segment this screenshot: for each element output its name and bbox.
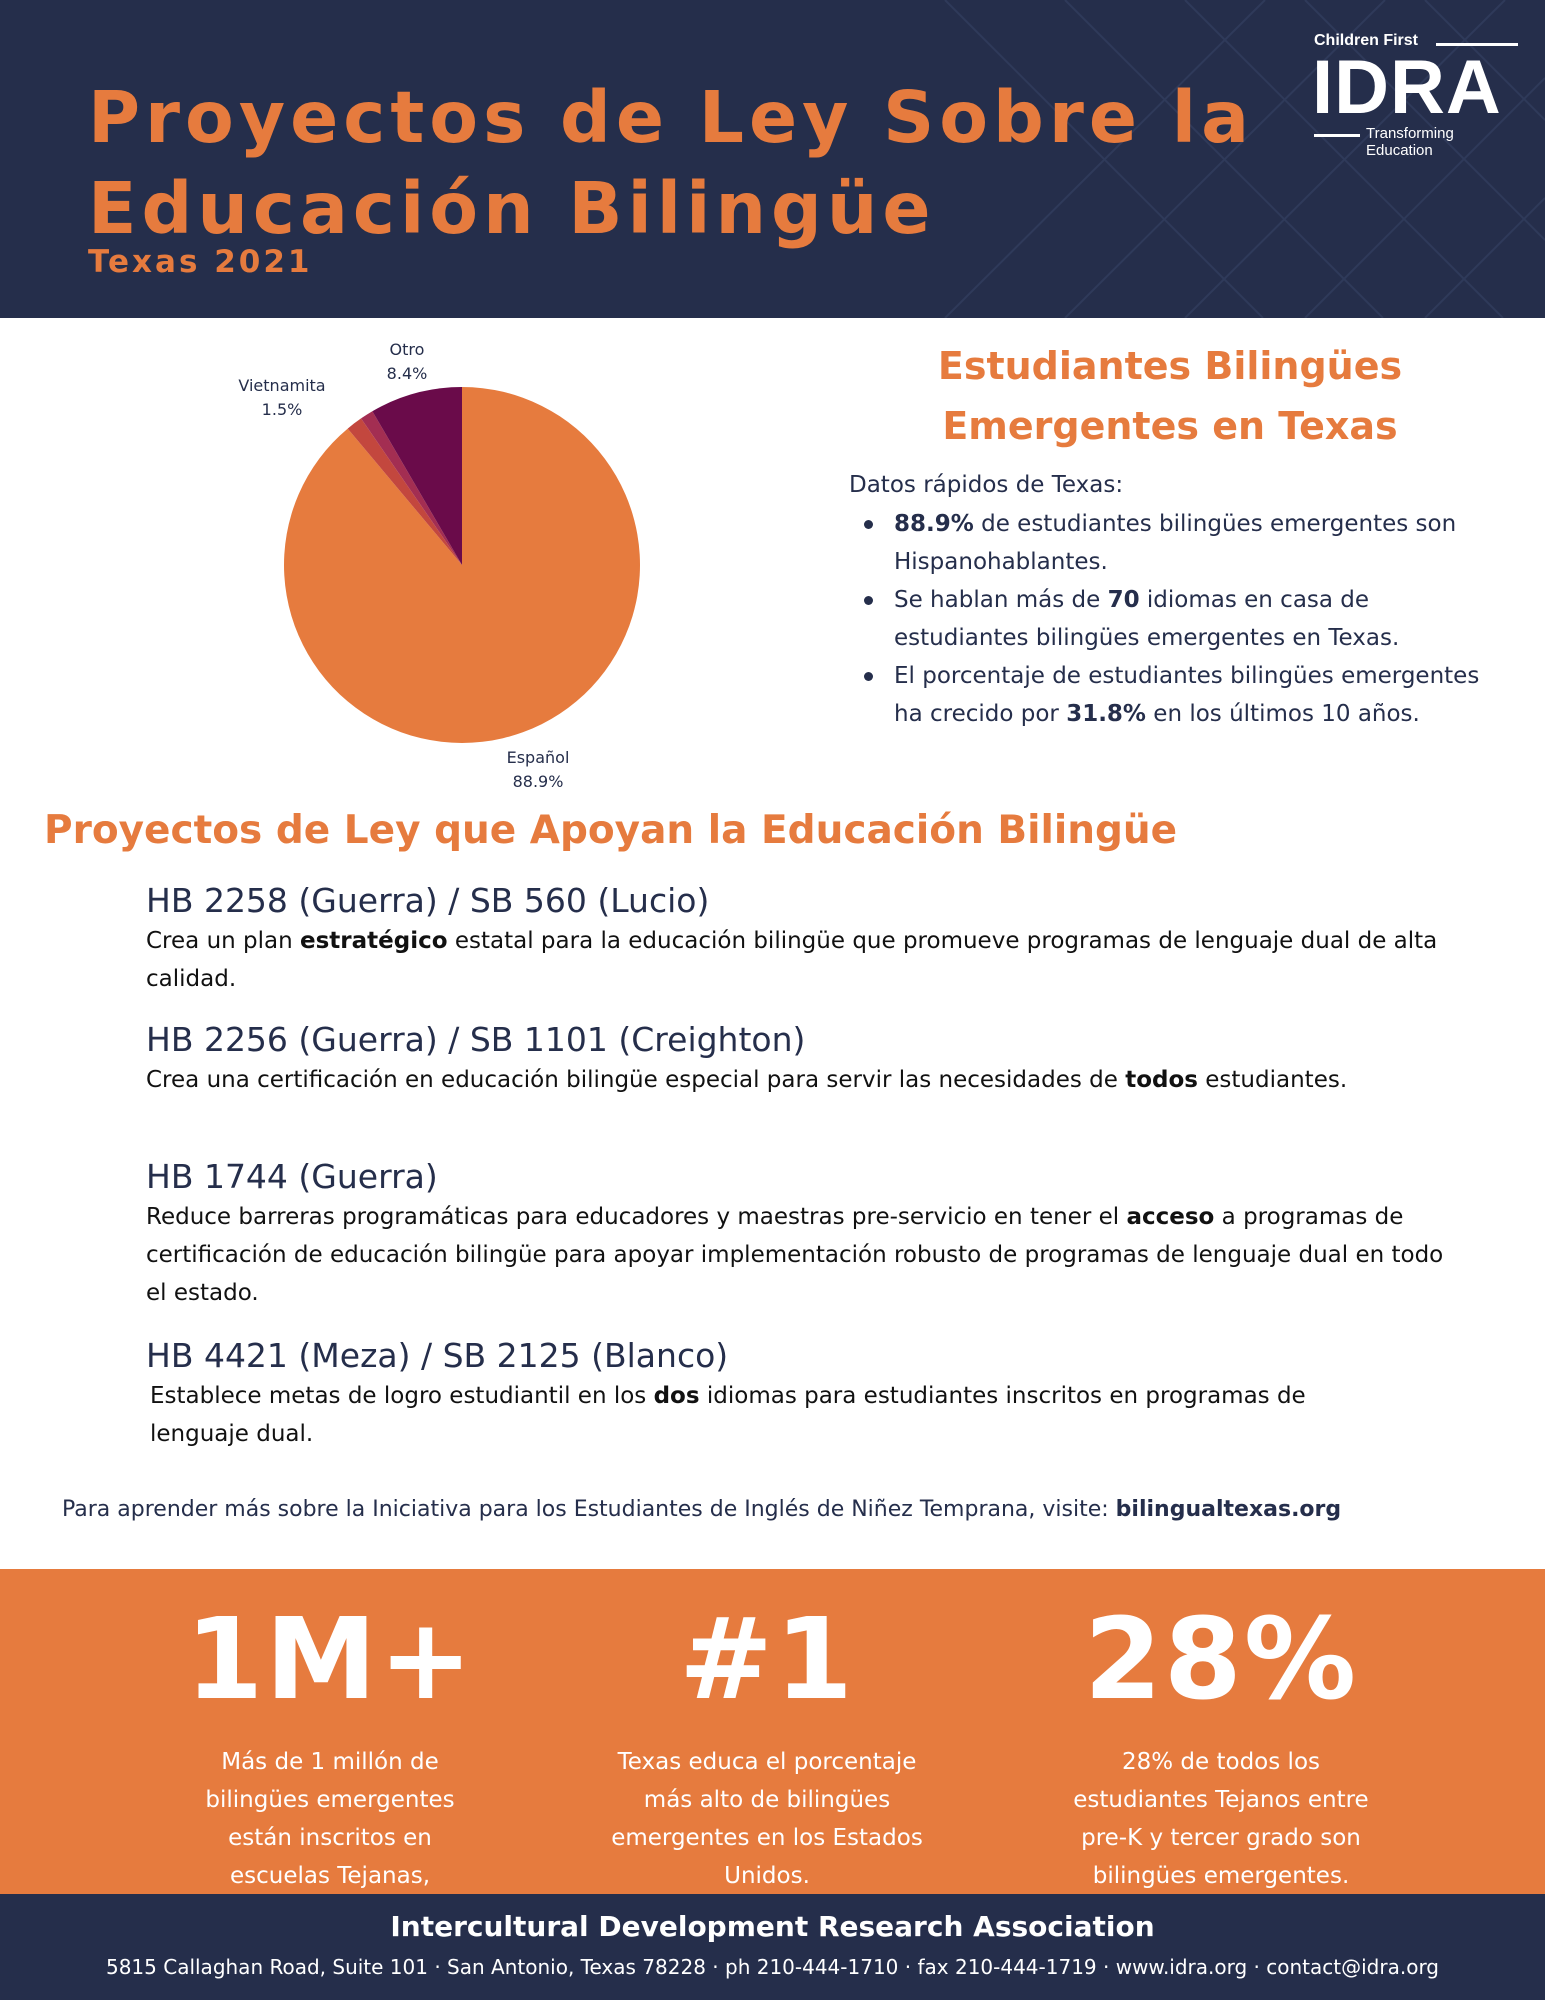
highlight-stat [1021,1569,1421,1895]
bill-desc-post: estatal para la educación bilingüe que promueve programas de lenguaje dual de alta calidad. [146,928,1438,992]
bill-desc-bold: acceso [1126,1204,1215,1230]
stats-bullet-pre: Se hablan más de [894,587,1108,613]
more-info-text: Para aprender más sobre la Iniciativa para los Estudiantes de Inglés de Niñez Temprana, visite: [62,1497,1116,1522]
bill-desc-bold: dos [653,1383,700,1409]
stats-bullet-bold: 88.9% [894,511,974,537]
highlight-stat [567,1569,967,1895]
bill-description [146,1061,1446,1099]
stats-bullet [860,505,1500,581]
bill-item [146,1019,1446,1099]
highlight-text: Más de 1 millón de bilingües emergentes están inscritos en escuelas Tejanas, [205,1749,455,1889]
page-title-line-1: Proyectos de Ley Sobre la [88,76,1255,159]
bill-title: HB 2256 (Guerra) / SB 1101 (Creighton) [146,1020,806,1059]
stats-title-line-2: Emergentes en Texas [942,404,1398,448]
stats-bullet-text: en los últimos 10 años. [1145,701,1420,727]
footer-address: 5815 Callaghan Road, Suite 101 · San Antonio, Texas 78228 · ph 210-444-1710 · fax 210-444-1719 · www.idra.org · contact@idra.org [105,1955,1440,1979]
bills-heading: Proyectos de Ley que Apoyan la Educación Bilingüe [44,808,1178,853]
bullet-dot-icon [864,596,873,605]
logo-rule-bottom [1314,134,1360,137]
bill-desc-pre: Crea una certificación en educación bilingüe especial para servir las necesidades de [146,1067,1126,1093]
bill-desc-post: estudiantes. [1197,1067,1348,1093]
bill-item [146,1156,1446,1312]
highlight-number: #1 [679,1595,855,1725]
pie-label-vietnamita [222,374,342,422]
footer-org-name: Intercultural Development Research Association [390,1910,1155,1943]
bill-desc-post: a programas de certificación de educación bilingüe para apoyar implementación robusto de programas de lenguaje dual en todo el estado. [146,1204,1444,1306]
bill-title: HB 4421 (Meza) / SB 2125 (Blanco) [146,1336,729,1375]
pie-label-espanol-name: Español [506,748,570,767]
stats-title-line-1: Estudiantes Bilingües [937,344,1403,388]
pie-label-otro-name: Otro [389,340,425,359]
pie-label-vietnamita-value: 1.5% [261,400,303,419]
highlight-number: 28% [1083,1595,1359,1725]
pie-chart-svg [0,318,800,798]
pie-label-otro-value: 8.4% [386,364,428,383]
bill-desc-bold: estratégico [300,928,448,954]
pie-label-vietnamita-name: Vietnamita [238,376,326,395]
stats-bullet-text: idiomas en casa de estudiantes bilingües emergentes en Texas. [894,587,1400,651]
bill-title: HB 2258 (Guerra) / SB 560 (Lucio) [146,881,710,920]
page-title-line-2: Educación Bilingüe [88,167,936,250]
logo-wordmark: IDRA [1312,45,1502,130]
bill-desc-post: idiomas para estudiantes inscritos en programas de lenguaje dual. [150,1383,1306,1447]
bullet-dot-icon [864,520,873,529]
stats-bullet-pre: El porcentaje de estudiantes bilingües emergentes ha crecido por [894,663,1480,727]
header-banner [0,0,1545,318]
bill-desc-pre: Crea un plan [146,928,301,954]
bill-desc-pre: Reduce barreras programáticas para educadores y maestras pre-servicio en tener el [146,1204,1127,1230]
stats-bullet [860,581,1500,657]
bilingualtexas-link[interactable]: bilingualtexas.org [1115,1497,1342,1522]
bill-desc-bold: todos [1125,1067,1198,1093]
language-pie-chart [0,318,800,798]
logo-tagline-bottom: Transforming Education [1366,125,1454,159]
bill-description [146,1377,1406,1453]
page-title [88,72,1268,254]
stats-bullet-list [860,505,1500,733]
idra-logo [1312,32,1520,159]
logo-tagline-top: Children First [1314,32,1419,49]
footer [0,1894,1545,2000]
bullet-dot-icon [864,672,873,681]
bill-desc-pre: Establece metas de logro estudiantil en los [150,1383,654,1409]
highlight-text: Texas educa el porcentaje más alto de bilingües emergentes en los Estados Unidos. [611,1749,923,1889]
stats-title [850,336,1490,456]
bill-title: HB 1744 (Guerra) [146,1157,438,1196]
highlight-stat [130,1569,530,1895]
bill-description [146,922,1446,998]
bill-description [146,1198,1446,1312]
highlight-text: 28% de todos los estudiantes Tejanos entre pre-K y tercer grado son bilingües emergentes. [1073,1749,1369,1889]
highlight-number: 1M+ [185,1595,475,1725]
bill-item [146,880,1446,998]
stats-bullet-bold: 70 [1107,587,1140,613]
stats-bullet [860,657,1500,733]
page-subtitle: Texas 2021 [88,244,313,280]
highlights-band [0,1569,1545,1894]
pie-label-otro [372,338,442,386]
bill-item [146,1335,1406,1453]
more-info-line [62,1497,1341,1522]
stats-bullet-bold: 31.8% [1066,701,1146,727]
pie-label-espanol [488,746,588,794]
stats-intro: Datos rápidos de Texas: [849,472,1124,498]
stats-bullet-text: de estudiantes bilingües emergentes son Hispanohablantes. [894,511,1457,575]
pie-label-espanol-value: 88.9% [512,772,564,791]
